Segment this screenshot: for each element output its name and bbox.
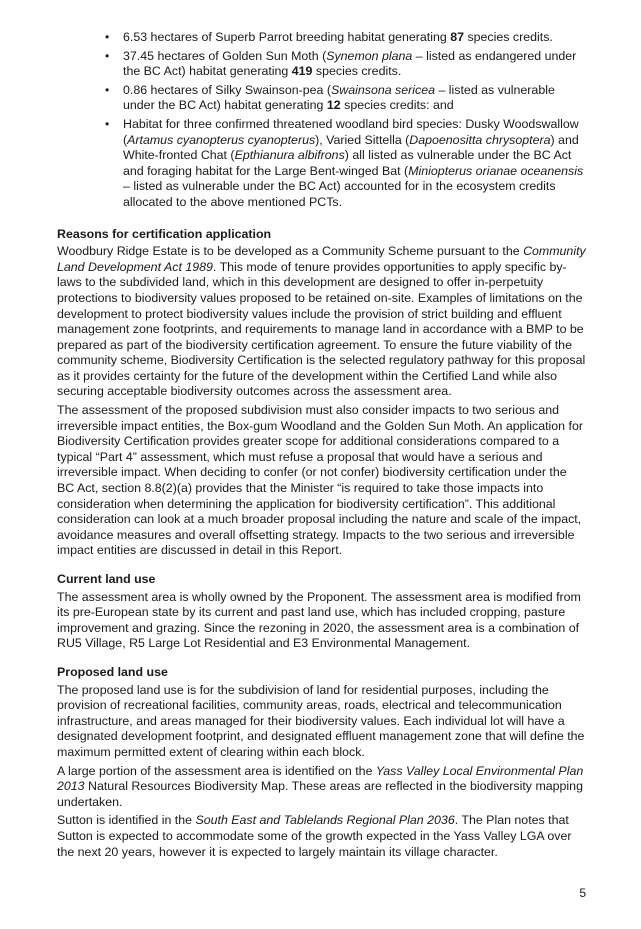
bullet-marker: • — [105, 30, 110, 44]
reasons-section — [57, 227, 587, 559]
list-item: • Habitat for three confirmed threatened woodland bird species: Dusky Woodswallow (Artamus cyanopterus cyanopterus), Varied Sittella (Dapoenositta chrysoptera) and White-fronted Chat (Epthianura albifrons) all listed as vulnerable under the BC Act and foraging habitat for the Large Bent-winged Bat (Miniopterus orianae oceanensis – listed as vulnerable under the BC Act) accounted for in the ecosystem credits allocated to the above mentioned PCTs. — [105, 116, 584, 209]
section-heading: Proposed land use — [57, 664, 168, 679]
page-number: 5 — [579, 886, 586, 900]
paragraph: The proposed land use is for the subdivision of land for residential purposes, including the provision of recreational facilities, community areas, roads, electrical and telecommunication infrastructure, and areas managed for their biodiversity values. Each individual lot will have a designated development footprint, and designated effluent management zone that will define the maximum permitted extent of clearing within each block. — [57, 682, 585, 759]
bullet-marker: • — [105, 116, 110, 131]
paragraph: The assessment area is wholly owned by the Proponent. The assessment area is modified from its pre-European state by its current and past land use, which has included cropping, pasture improvement and grazing. Since the rezoning in 2020, the assessment area is a combination of RU5 Village, R5 Large Lot Residential and E3 Environmental Management. — [57, 589, 581, 651]
list-item: • 6.53 hectares of Superb Parrot breeding habitat generating 87 species credits. — [105, 30, 553, 44]
bullet-marker: • — [105, 82, 110, 97]
list-item: • 0.86 hectares of Silky Swainson-pea (Swainsona sericea – listed as vulnerable under the BC Act) habitat generating 12 species credits: and — [105, 82, 555, 113]
bullet-marker: • — [105, 48, 110, 63]
paragraph: A large portion of the assessment area is identified on the Yass Valley Local Environmental Plan 2013 Natural Resources Biodiversity Map. These areas are reflected in the biodiversity mapping undertaken. — [57, 763, 584, 809]
current-land-use-section — [57, 572, 587, 652]
section-heading: Reasons for certification application — [57, 226, 272, 241]
list-item: • 37.45 hectares of Golden Sun Moth (Synemon plana – listed as endangered under the BC Act) habitat generating 419 species credits. — [105, 48, 577, 79]
paragraph: Sutton is identified in the South East and Tablelands Regional Plan 2036. The Plan notes that Sutton is expected to accommodate some of the growth expected in the Yass Valley LGA over the next 20 years, however it is expected to largely maintain its village character. — [57, 813, 572, 859]
section-heading: Current land use — [57, 572, 156, 586]
paragraph: The assessment of the proposed subdivision must also consider impacts to two serious and irreversible impact entities, the Box-gum Woodland and the Golden Sun Moth. An application for Biodiversity Certification provides greater scope for additional considerations compared to a typical “Part 4” assessment, which must refuse a proposal that would have a serious and irreversible impact. When deciding to confer (or not confer) biodiversity certification under the BC Act, section 8.8(2)(a) provides that the Minister “is required to take those impacts into consideration when determining the application for biodiversity certification”. This additional consideration can look at a much broader proposal including the nature and scale of the impact, avoidance measures and overall offsetting strategy. Impacts to the two serious and irreversible impact entities are discussed in detail in this Report. — [57, 403, 583, 558]
page-content — [57, 30, 587, 863]
paragraph: Woodbury Ridge Estate is to be developed as a Community Scheme pursuant to the Community Land Development Act 1989. This mode of tenure provides opportunities to apply specific by-laws to the subdivided land, which in this development are designed to offer in-perpetuity protections to biodiversity values proposed to be retained on-site. Examples of limitations on the development to protect biodiversity values include the provision of strict building and effluent management zone footprints, and requirements to manage land in accordance with a BMP to be prepared as part of the biodiversity certification agreement. To ensure the future viability of the community scheme, Biodiversity Certification is the selected regulatory pathway for this proposal as it provides certainty for the future of the development within the Certified Land while also securing acceptable biodiversity outcomes across the assessment area. — [57, 244, 586, 399]
credit-bullet-list — [57, 30, 587, 211]
proposed-land-use-section — [57, 665, 587, 860]
